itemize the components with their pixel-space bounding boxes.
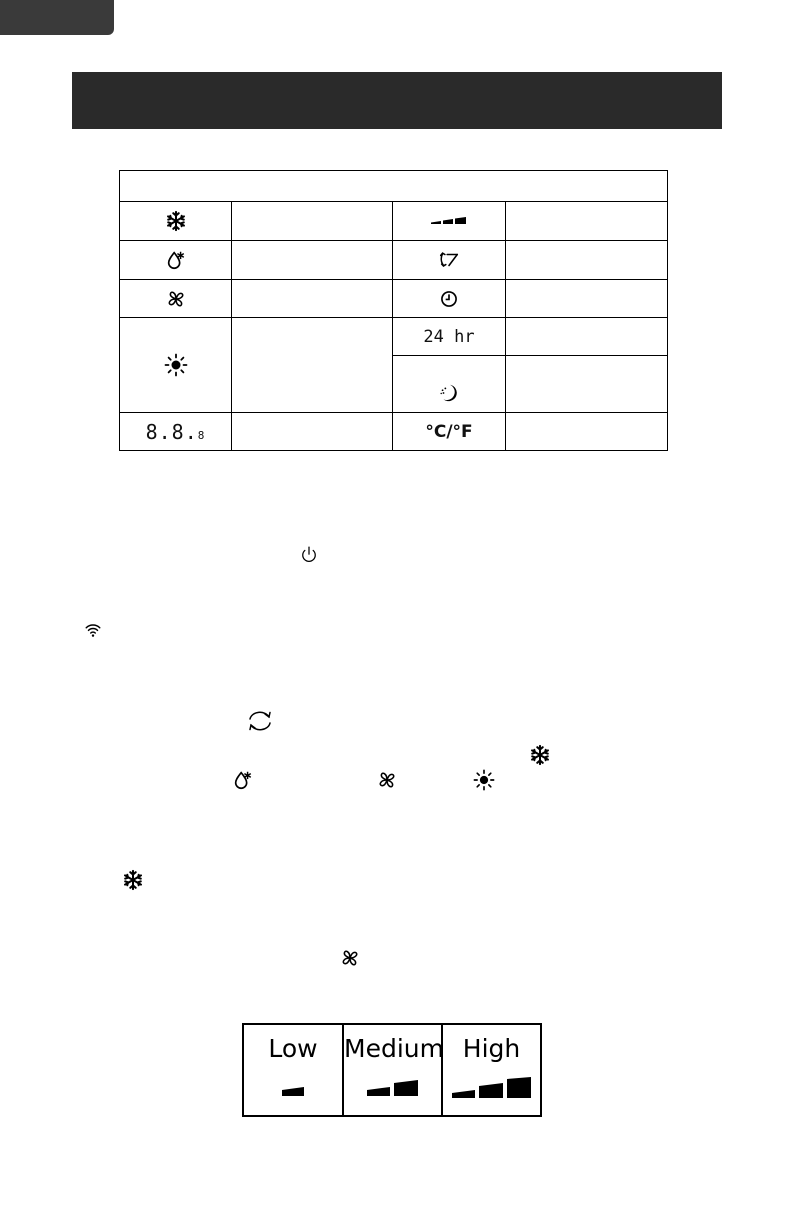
table-cell-desc	[232, 413, 393, 451]
table-cell-icon	[120, 318, 232, 413]
fan-icon	[165, 288, 187, 310]
display-icons-table	[119, 170, 668, 451]
celsius-fahrenheit-icon: °C/°F	[425, 421, 473, 442]
table-cell-icon	[393, 202, 506, 241]
fan-speed-high	[442, 1024, 541, 1116]
table-cell-icon	[393, 318, 506, 356]
sun-icon	[473, 769, 495, 791]
table-cell-desc	[506, 280, 668, 318]
table-cell-desc	[232, 280, 393, 318]
table-cell-icon	[393, 280, 506, 318]
24hr-icon: 24 hr	[423, 326, 475, 347]
sun-icon	[164, 353, 188, 377]
table-cell-desc	[506, 318, 668, 356]
fan-icon	[339, 947, 361, 969]
table-cell-desc	[232, 318, 393, 413]
power-icon	[299, 545, 319, 565]
fan-speed-label: High	[462, 1034, 521, 1063]
swing-louver-icon	[438, 249, 460, 271]
fan-icon	[376, 769, 398, 791]
table-cell-icon	[393, 356, 506, 413]
digital-display-icon: 8.8.8	[145, 419, 206, 444]
clock-icon	[439, 289, 459, 309]
sleep-moon-icon	[438, 382, 460, 404]
table-cell-icon	[393, 413, 506, 451]
table-cell-icon	[120, 280, 232, 318]
fan-speed-bars-icon	[431, 215, 467, 227]
table-cell-desc	[506, 356, 668, 413]
table-cell-icon	[120, 202, 232, 241]
table-cell-icon	[120, 413, 232, 451]
snowflake-icon	[122, 869, 144, 891]
table-cell-desc	[506, 413, 668, 451]
dehumidify-drop-icon	[232, 769, 254, 791]
snowflake-icon	[165, 210, 187, 232]
fan-speed-label: Low	[268, 1034, 318, 1063]
fan-speed-low	[243, 1024, 343, 1116]
wifi-icon	[84, 621, 102, 639]
mode-cycle-icon	[245, 709, 275, 733]
page-tab	[0, 0, 114, 35]
fan-speed-medium	[343, 1024, 442, 1116]
table-cell-icon	[120, 241, 232, 280]
table-cell-desc	[506, 202, 668, 241]
snowflake-icon	[529, 744, 551, 766]
fan-speed-high-bars-icon	[451, 1076, 533, 1100]
fan-speed-medium-bars-icon	[366, 1076, 420, 1098]
section-header-bar	[72, 72, 722, 129]
fan-speed-table	[242, 1023, 542, 1117]
table-cell-icon	[393, 241, 506, 280]
table-title	[120, 171, 668, 202]
table-cell-desc	[232, 241, 393, 280]
fan-speed-low-bars-icon	[280, 1076, 306, 1098]
dehumidify-drop-icon	[165, 249, 187, 271]
table-cell-desc	[506, 241, 668, 280]
fan-speed-label: Medium	[344, 1034, 444, 1063]
table-cell-desc	[232, 202, 393, 241]
